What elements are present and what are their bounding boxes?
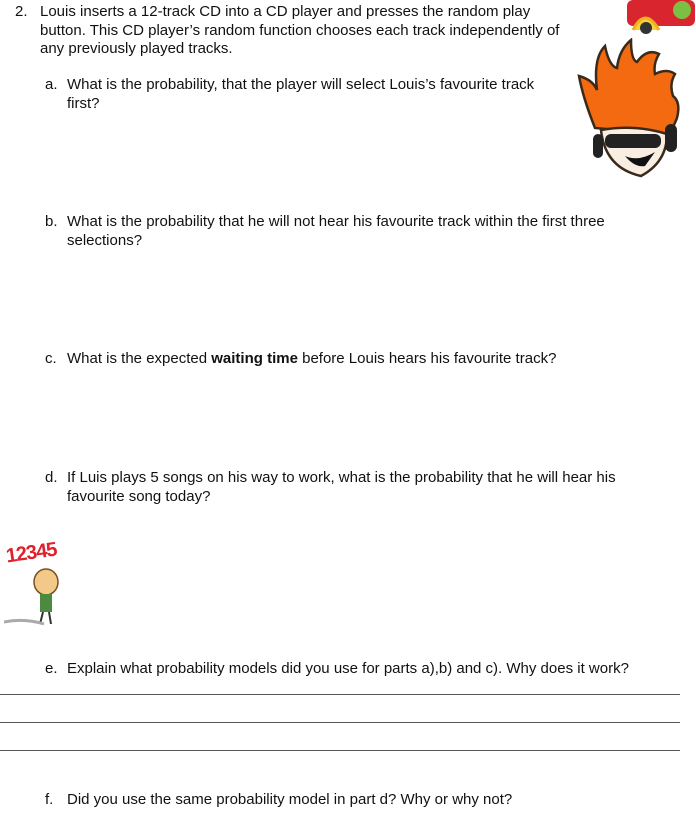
part-f-text: Did you use the same probability model in part d? Why or why not? <box>67 791 513 808</box>
part-b-text: What is the probability that he will not hear his favourite track within the first three selections? <box>67 213 605 249</box>
part-c-text: What is the expected waiting time before Louis hears his favourite track? <box>67 350 557 367</box>
answer-line[interactable] <box>0 722 680 723</box>
question-intro: Louis inserts a 12-track CD into a CD player and presses the random play button. This CD player’s random function chooses each track independently of any previously played tracks. <box>40 3 560 57</box>
counting-kid-image <box>4 540 94 630</box>
counting-numbers-text: 12345 <box>4 538 58 568</box>
part-b-label: b. <box>45 213 58 230</box>
part-a-label: a. <box>45 76 58 93</box>
part-e-label: e. <box>45 660 58 677</box>
part-d-label: d. <box>45 469 58 486</box>
part-e-text: Explain what probability models did you use for parts a),b) and c). Why does it work? <box>67 660 629 677</box>
part-d-text: If Luis plays 5 songs on his way to work, what is the probability that he will hear his favourite song today? <box>67 469 616 505</box>
toy-car-image <box>625 0 696 36</box>
part-c-label: c. <box>45 350 57 367</box>
part-f-label: f. <box>45 791 54 808</box>
answer-line[interactable] <box>0 694 680 695</box>
question-number: 2. <box>15 3 28 20</box>
answer-line[interactable] <box>0 750 680 751</box>
part-a-text: What is the probability, that the player will select Louis’s favourite track first? <box>67 76 535 112</box>
kid-figure-icon <box>4 564 94 628</box>
cartoon-boy-headphones-image <box>575 38 685 178</box>
